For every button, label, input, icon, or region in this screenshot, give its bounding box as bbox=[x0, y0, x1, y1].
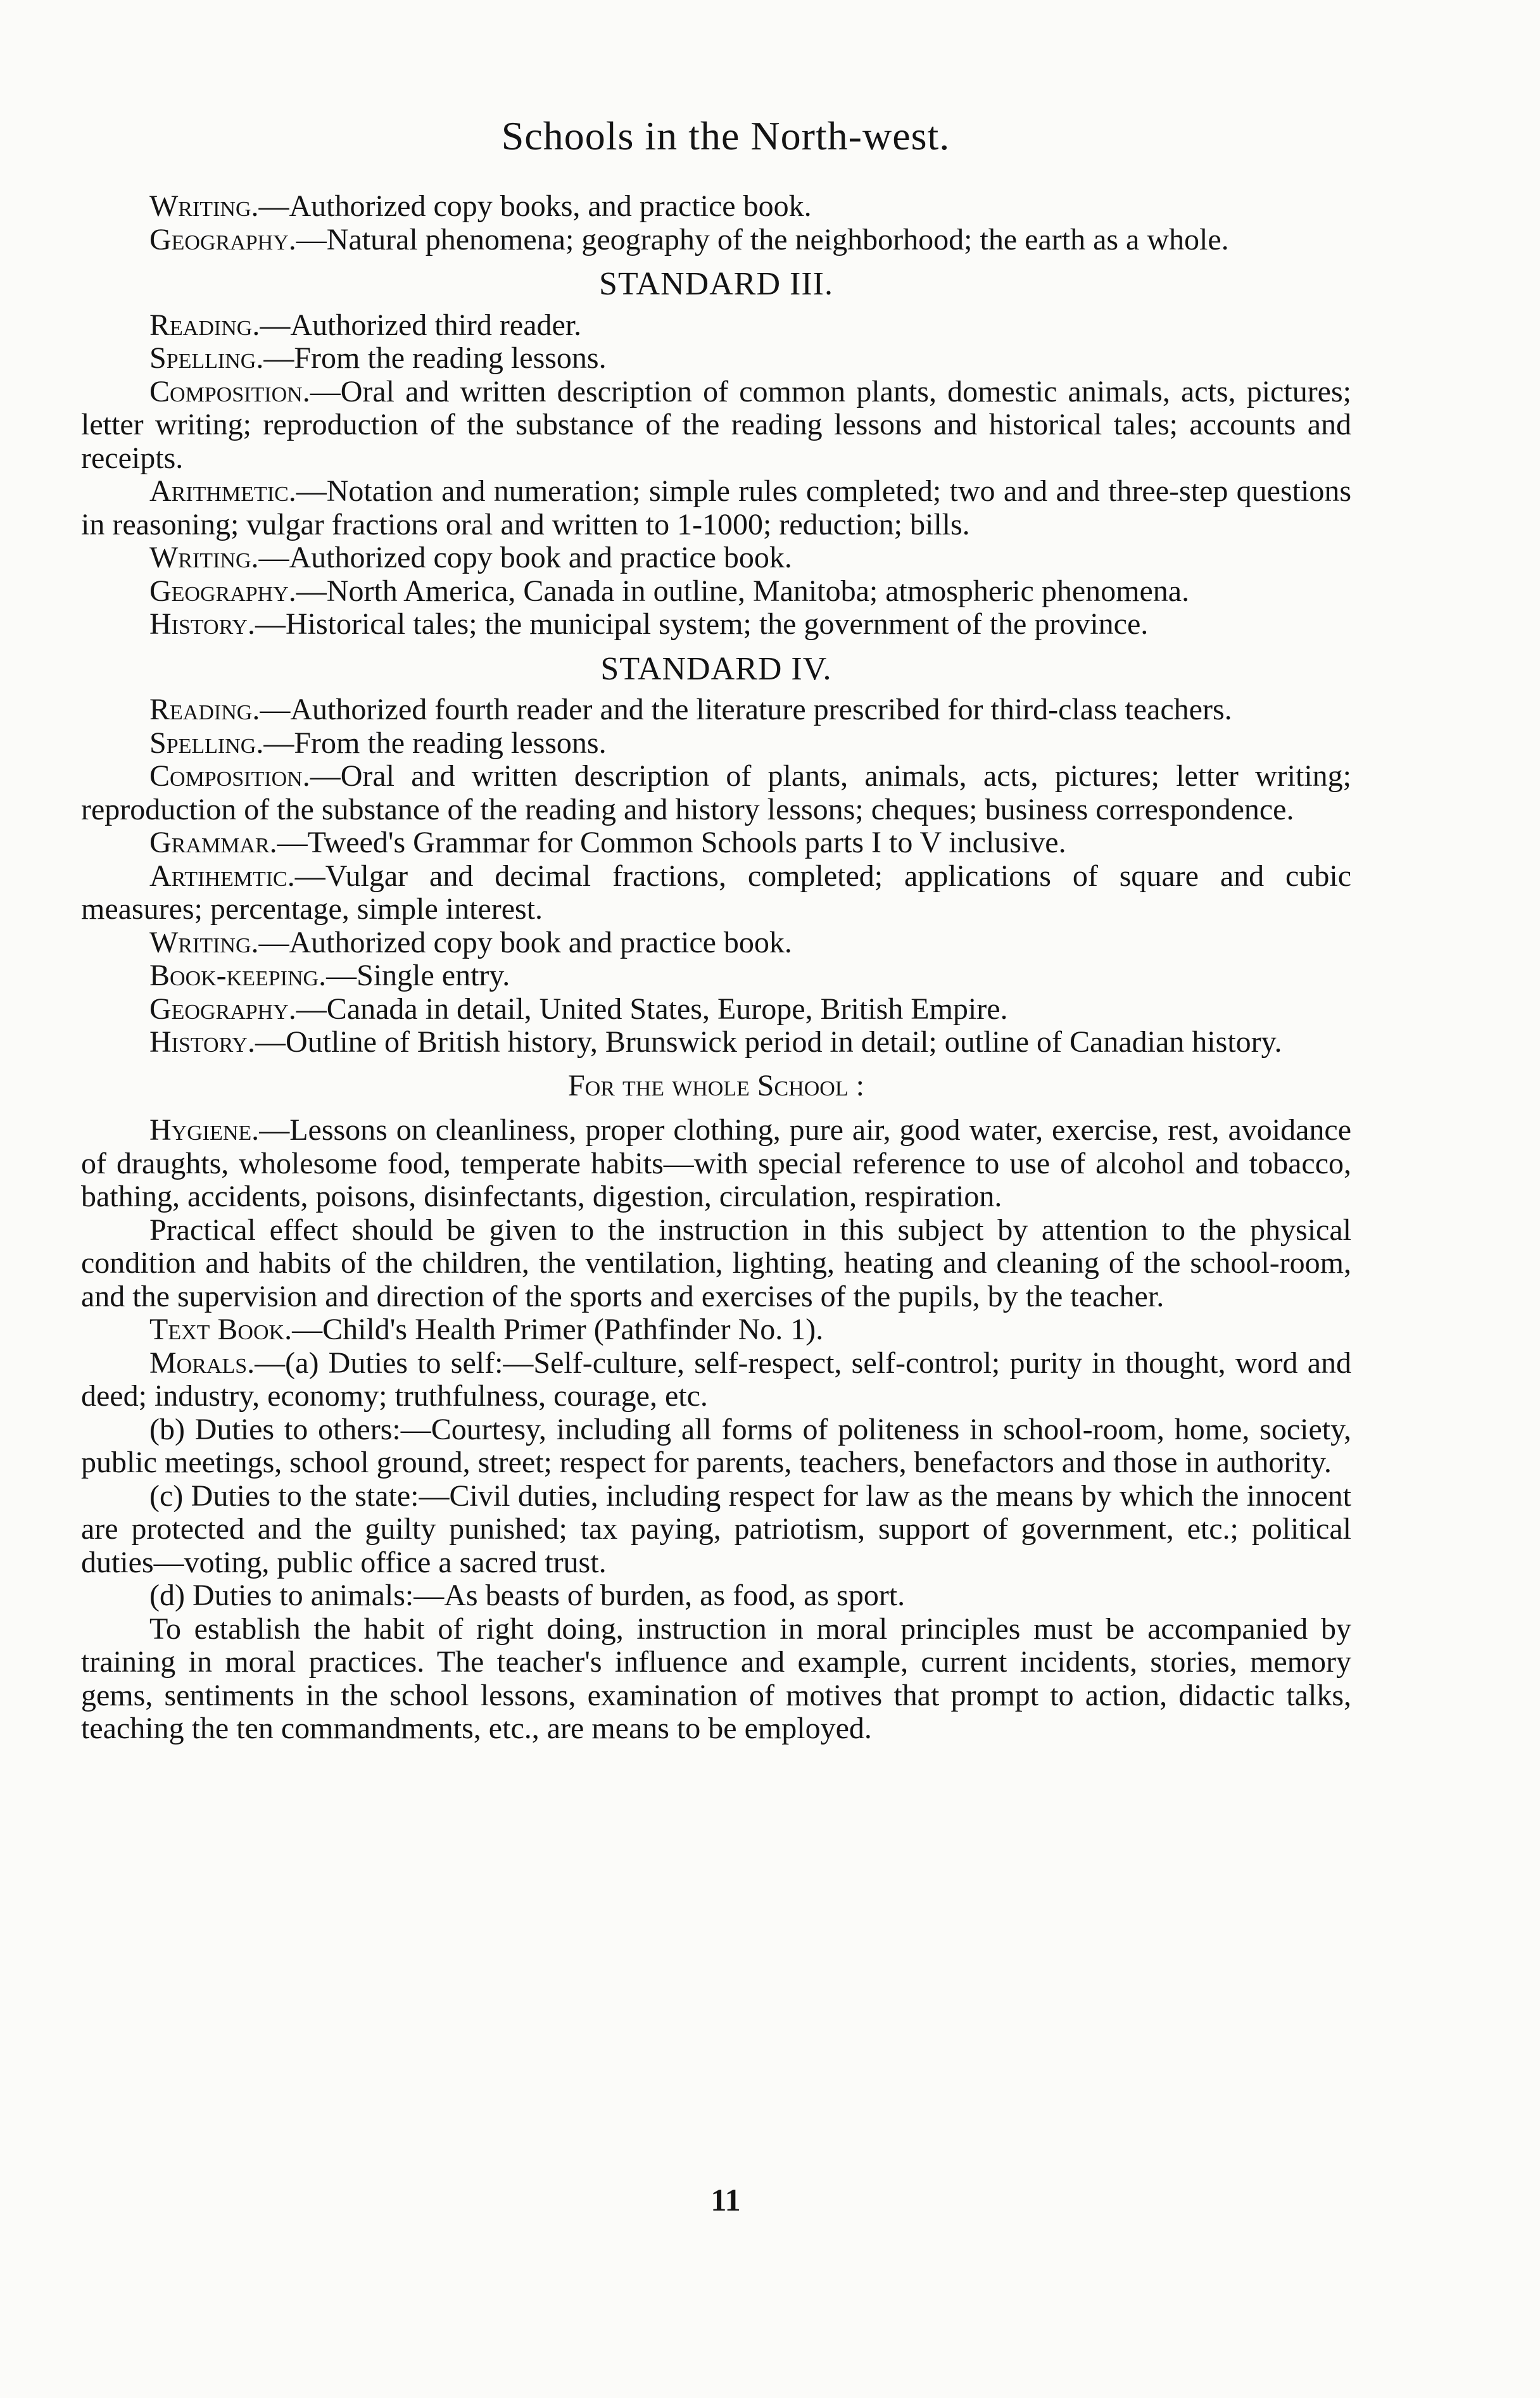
paragraph bbox=[81, 727, 1351, 760]
paragraph bbox=[81, 1613, 1351, 1746]
standard-iii-section bbox=[81, 268, 1351, 641]
paragraph bbox=[81, 224, 1351, 257]
subject-text: —From the reading lessons. bbox=[263, 341, 607, 375]
page-title: Schools in the North-west. bbox=[501, 113, 950, 158]
subject-head: Geography. bbox=[149, 992, 296, 1026]
paragraph bbox=[81, 475, 1351, 541]
subject-head: Text Book. bbox=[149, 1313, 293, 1346]
subject-head: Hygiene. bbox=[149, 1113, 260, 1147]
paragraph bbox=[81, 860, 1351, 926]
subject-text: —(a) Duties to self:—Self-culture, self-respect, self-control; purity in thought, word and deed; industry, economy; truthfulness, courage, etc. bbox=[81, 1346, 1351, 1413]
subject-text: —Natural phenomena; geography of the neighborhood; the earth as a whole. bbox=[296, 222, 1229, 256]
subject-head: Reading. bbox=[149, 308, 260, 342]
subject-text: —Notation and numeration; simple rules completed; two and and three-step questions in reasoning; vulgar fractions oral and written to 1-1000; reduction; bills. bbox=[81, 474, 1351, 541]
subject-text: —Authorized copy book and practice book. bbox=[258, 541, 792, 574]
paragraph bbox=[81, 1313, 1351, 1347]
subject-head: Artihemtic. bbox=[149, 859, 295, 893]
subject-text: Practical effect should be given to the instruction in this subject by attention to the physical condition and habits of the children, the ventilation, lighting, heating and cleaning of the school-room, and the supervision and direction of the sports and exercises of the pupils, by the teacher. bbox=[81, 1213, 1351, 1313]
subject-head: Writing. bbox=[149, 189, 259, 223]
paragraph bbox=[81, 1026, 1351, 1059]
paragraph bbox=[81, 575, 1351, 609]
paragraph bbox=[81, 1214, 1351, 1314]
paragraph bbox=[81, 541, 1351, 575]
subject-text: —Canada in detail, United States, Europe, British Empire. bbox=[296, 992, 1008, 1026]
subject-text: —Authorized third reader. bbox=[260, 308, 582, 342]
subject-head: Composition. bbox=[149, 759, 310, 793]
subject-text: —Authorized copy book and practice book. bbox=[258, 925, 792, 959]
subject-head: Spelling. bbox=[149, 341, 264, 375]
section-heading: For the whole School : bbox=[568, 1068, 864, 1102]
paragraph bbox=[81, 1347, 1351, 1413]
subject-text: (b) Duties to others:—Courtesy, including all forms of politeness in school-room, home, society, public meetings, school ground, street; respect for parents, teachers, benefactors and those in authority. bbox=[81, 1412, 1351, 1479]
subject-head: Composition. bbox=[149, 374, 310, 408]
subject-text: —Child's Health Primer (Pathfinder No. 1). bbox=[292, 1313, 824, 1346]
paragraph bbox=[81, 1413, 1351, 1480]
standard-iv-section bbox=[81, 650, 1351, 1059]
subject-head: Grammar. bbox=[149, 826, 277, 859]
paragraph bbox=[81, 1579, 1351, 1613]
page-number: 11 bbox=[710, 2182, 741, 2218]
paragraph bbox=[81, 693, 1351, 727]
subject-head: Book-keeping. bbox=[149, 959, 327, 992]
paragraph bbox=[81, 959, 1351, 993]
subject-text: —Oral and written description of common plants, domestic animals, acts, pictures; letter writing; reproduction of the substance of the reading lessons and historical tales; accounts and receipts. bbox=[81, 374, 1351, 475]
subject-text: —Authorized fourth reader and the literature prescribed for third-class teachers. bbox=[260, 693, 1232, 726]
subject-head: History. bbox=[149, 1025, 255, 1059]
subject-text: —From the reading lessons. bbox=[263, 726, 607, 760]
paragraph bbox=[81, 1114, 1351, 1214]
subject-head: Reading. bbox=[149, 693, 260, 726]
paragraph bbox=[81, 342, 1351, 375]
subject-head: Spelling. bbox=[149, 726, 264, 760]
subject-text: —Historical tales; the municipal system; the government of the province. bbox=[255, 607, 1149, 641]
paragraph bbox=[81, 309, 1351, 343]
subject-text: —North America, Canada in outline, Manitoba; atmospheric phenomena. bbox=[296, 574, 1190, 608]
paragraph bbox=[81, 993, 1351, 1026]
subject-head: History. bbox=[149, 607, 255, 641]
subject-text: —Lessons on cleanliness, proper clothing, pure air, good water, exercise, rest, avoidance of draughts, wholesome food, temperate habits—with special reference to use of alcohol and tobacco, bathing, accidents, poisons, disinfectants, digestion, circulation, respiration. bbox=[81, 1113, 1351, 1213]
subject-text: (c) Duties to the state:—Civil duties, including respect for law as the means by which the innocent are protected and the guilty punished; tax paying, patriotism, support of government, etc.; political duties—voting, public office a sacred trust. bbox=[81, 1479, 1351, 1579]
paragraph bbox=[81, 760, 1351, 826]
page-body bbox=[81, 190, 1351, 1746]
paragraph bbox=[81, 190, 1351, 224]
subject-head: Geography. bbox=[149, 222, 296, 256]
subject-text: —Tweed's Grammar for Common Schools parts I to V inclusive. bbox=[277, 826, 1066, 859]
paragraph bbox=[81, 926, 1351, 960]
subject-text: —Authorized copy books, and practice book. bbox=[258, 189, 812, 223]
subject-head: Geography. bbox=[149, 574, 296, 608]
whole-school-section bbox=[81, 1070, 1351, 1746]
subject-head: Writing. bbox=[149, 541, 259, 574]
subject-head: Arithmetic. bbox=[149, 474, 296, 508]
subject-text: —Vulgar and decimal fractions, completed; applications of square and cubic measures; percentage, simple interest. bbox=[81, 859, 1351, 926]
subject-text: —Outline of British history, Brunswick period in detail; outline of Canadian history. bbox=[255, 1025, 1282, 1059]
paragraph bbox=[81, 1480, 1351, 1580]
subject-head: Morals. bbox=[149, 1346, 255, 1380]
section-heading: STANDARD IV. bbox=[600, 650, 832, 687]
section-heading: STANDARD III. bbox=[599, 266, 833, 302]
subject-text: —Single entry. bbox=[326, 959, 510, 992]
subject-text: (d) Duties to animals:—As beasts of burden, as food, as sport. bbox=[149, 1579, 906, 1612]
paragraph bbox=[81, 375, 1351, 476]
subject-text: —Oral and written description of plants, animals, acts, pictures; letter writing; reproduction of the substance of the reading and history lessons; cheques; business correspondence. bbox=[81, 759, 1351, 826]
paragraph bbox=[81, 826, 1351, 860]
subject-text: To establish the habit of right doing, instruction in moral principles must be accompanied by training in moral practices. The teacher's influence and example, current incidents, stories, memory gems, sentiments in the school lessons, examination of motives that prompt to action, didactic talks, teaching the ten commandments, etc., are means to be employed. bbox=[81, 1612, 1351, 1745]
paragraph bbox=[81, 608, 1351, 641]
subject-head: Writing. bbox=[149, 925, 259, 959]
standard-ii-continuation bbox=[81, 190, 1351, 256]
